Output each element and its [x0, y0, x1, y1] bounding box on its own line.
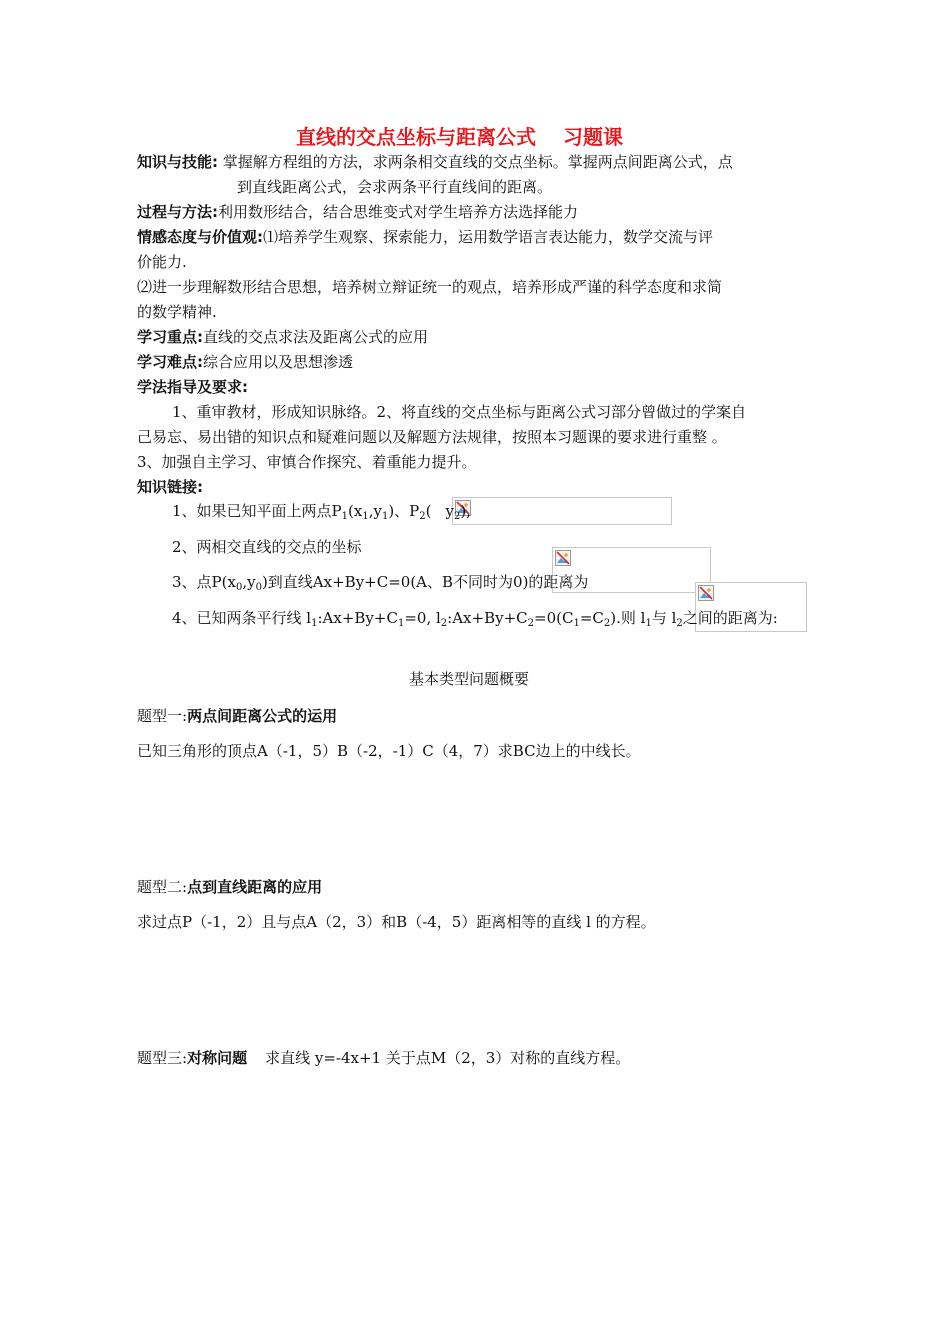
- type-3-problem: 求直线 y=-4x+1 关于点M（2，3）对称的直线方程。: [265, 1049, 631, 1067]
- t: :Ax+By+C: [447, 609, 528, 627]
- process-text: 利用数形结合，结合思维变式对学生培养方法选择能力: [218, 203, 579, 221]
- attitude-text-2: 价能力.: [137, 253, 187, 271]
- broken-image-icon: [555, 550, 571, 566]
- type-2-label: 题型二:: [137, 878, 188, 896]
- links-label: 知识链接:: [137, 478, 203, 496]
- sub: 2: [527, 618, 535, 629]
- link-item-3-text-c: )到直线Ax+By+C=0(A、B不同时为0)的距离为: [261, 573, 589, 591]
- link-item-1-text-b: (x: [348, 502, 363, 520]
- sub: 1: [645, 618, 652, 629]
- sub: 2: [603, 618, 611, 629]
- knowledge-objective: [137, 152, 733, 172]
- guidance-text-2: 己易忘、易出错的知识点和疑难问题以及解题方法规律，按照本习题课的要求进行重整 。: [137, 428, 727, 446]
- knowledge-text-1: 掌握解方程组的方法，求两条相交直线的交点坐标。掌握两点间距离公式，点: [222, 153, 733, 171]
- type-2-problem: 求过点P（-1，2）且与点A（2，3）和B（-4，5）距离相等的直线 l 的方程。: [137, 913, 656, 931]
- type-3-label: 题型三:: [137, 1049, 188, 1067]
- link-item-4: [172, 608, 778, 628]
- link-item-1: [172, 501, 471, 521]
- key-point-label: 学习重点:: [137, 328, 203, 346]
- t: 与 l: [651, 609, 677, 627]
- type-2-name: 点到直线距离的应用: [187, 878, 323, 896]
- link-item-3-text-a: 3、点P(x: [172, 573, 236, 591]
- type-3-name: 对称问题: [187, 1049, 248, 1067]
- guidance-text-3: 3、加强自主学习、审慎合作探究、着重能力提升。: [137, 453, 477, 471]
- sub: 1: [311, 618, 318, 629]
- sub: 2: [454, 511, 461, 522]
- knowledge-label: 知识与技能:: [137, 153, 218, 171]
- type-1-problem: 已知三角形的顶点A（-1，5）B（-2，-1）C（4，7）求BC边上的中线长。: [137, 742, 641, 760]
- sub: 0: [235, 582, 243, 593]
- difficulty: [137, 352, 353, 372]
- difficulty-text: 综合应用以及思想渗透: [203, 353, 354, 371]
- t: =0(C: [534, 609, 574, 627]
- t: ).则 l: [610, 609, 646, 627]
- sub: 1: [362, 511, 369, 522]
- page-title: 直线的交点坐标与距离公式 习题课: [296, 125, 623, 149]
- type-1-name: 两点间距离公式的运用: [187, 707, 338, 725]
- attitude-objective: [137, 227, 713, 247]
- link-item-1-text-e: (: [425, 502, 432, 520]
- process-objective: [137, 202, 578, 222]
- attitude-label: 情感态度与价值观:: [137, 228, 263, 246]
- t: =C: [579, 609, 604, 627]
- key-point: [137, 327, 428, 347]
- type-1-heading: [137, 706, 337, 726]
- broken-image-icon: [698, 585, 714, 601]
- link-item-1-text-g: ),: [460, 502, 471, 520]
- attitude-text-3: ⑵进一步理解数形结合思想，培养树立辩证统一的观点，培养形成严谨的科学态度和求简: [137, 278, 723, 296]
- difficulty-label: 学习难点:: [137, 353, 203, 371]
- sub: 1: [381, 511, 389, 522]
- process-label: 过程与方法:: [137, 203, 218, 221]
- link-item-1-text-d: )、P: [388, 502, 420, 520]
- type-3-heading: [137, 1048, 630, 1068]
- sub: 2: [440, 618, 448, 629]
- link-item-2: 2、两相交直线的交点的坐标: [172, 538, 362, 556]
- guidance-text-1: 1、重审教材，形成知识脉络。2、将直线的交点坐标与距离公式习部分曾做过的学案自: [172, 403, 747, 421]
- link-item-1-text-f: y: [445, 502, 454, 520]
- t: =0, l: [404, 609, 441, 627]
- t: :Ax+By+C: [317, 609, 398, 627]
- link-item-1-text-a: 1、如果已知平面上两点P: [172, 502, 342, 520]
- knowledge-text-2: 到直线距离公式，会求两条平行直线间的距离。: [237, 178, 553, 196]
- broken-image-1: [452, 497, 672, 525]
- link-item-3: [172, 572, 588, 592]
- t: 4、已知两条平行线 l: [172, 609, 312, 627]
- sub: 1: [573, 618, 580, 629]
- link-item-1-text-c: ,y: [368, 502, 382, 520]
- attitude-text-4: 的数学精神.: [137, 303, 217, 321]
- sub: 1: [397, 618, 405, 629]
- t: 之间的距离为:: [682, 609, 778, 627]
- attitude-text-1: ⑴培养学生观察、探索能力，运用数学语言表达能力，数学交流与评: [263, 228, 714, 246]
- guidance-label: 学法指导及要求:: [137, 378, 248, 396]
- type-2-heading: [137, 877, 322, 897]
- sub: 2: [676, 618, 683, 629]
- section-heading: 基本类型问题概要: [409, 670, 530, 688]
- sub: 1: [341, 511, 349, 522]
- sub: 0: [255, 582, 262, 593]
- key-point-text: 直线的交点求法及距离公式的应用: [203, 328, 429, 346]
- type-1-label: 题型一:: [137, 707, 188, 725]
- link-item-3-text-b: ,y: [242, 573, 256, 591]
- sub: 2: [419, 511, 426, 522]
